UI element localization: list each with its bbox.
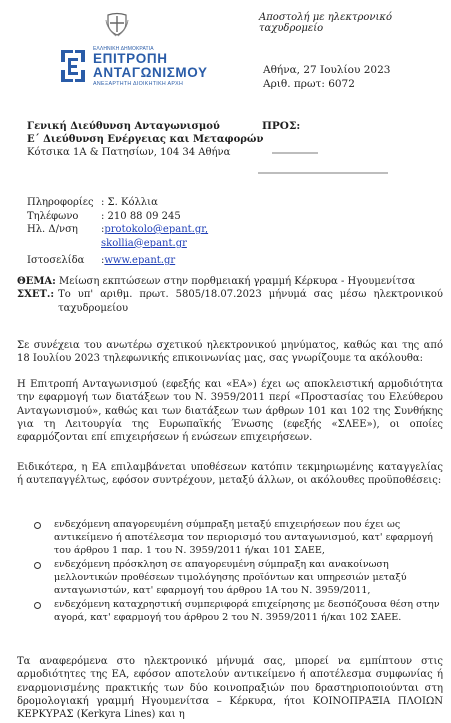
logo-subtitle: ΑΝΕΞΑΡΤΗΤΗ ΔΙΟΙΚΗΤΙΚΗ ΑΡΧΗ: [93, 81, 184, 87]
website-prefix: :: [101, 255, 105, 266]
recipient-label: ΠΡΟΣ:: [262, 120, 301, 132]
list-item: [34, 598, 444, 624]
greek-republic-emblem-icon: [104, 11, 130, 37]
website-link[interactable]: www.epant.gr: [104, 255, 176, 266]
bullet-circle-icon: [34, 602, 41, 609]
bullet-circle-icon: [34, 522, 41, 529]
date-line: Αθήνα, 27 Ιουλίου 2023: [263, 64, 391, 76]
subject-block: [17, 275, 443, 315]
email-link-skollia[interactable]: skollia@epant.gr: [101, 237, 187, 249]
sender-block: [27, 120, 263, 159]
logo-title-line2: ΑΝΤΑΓΩΝΙΣΜΟΥ: [93, 65, 208, 80]
reference-label: ΣΧΕΤ.:: [17, 289, 55, 301]
paragraph-assessment: Τα αναφερόμενα στο ηλεκτρονικό μήνυμά σας, μπορεί να εμπίπτουν στις αρμοδιότητες της ΕΑ, εφόσον αποτελούν αντικείμενο ή αποτέλεσμα συμφωνίας ή εναρμονισμένης πρακτικής των δύο κοινοπραξιών που δραστηριοποιούνται στη δρομολογιακή γραμμή Ηγουμενίτσα – Κέρκυρα, ήτοι ΚΟΙΝΟΠΡΑΞΙΑ ΠΛΟΙΩΝ ΚΕΡΚΥΡΑΣ (Kerkyra Lines) και η: [17, 656, 443, 721]
redacted-recipient-line: [272, 152, 318, 154]
logo-title-line1: ΕΠΙΤΡΟΠΗ: [93, 51, 168, 66]
email-prefix: :: [101, 224, 105, 235]
sender-division: Ε΄ Διεύθυνση Ενέργειας και Μεταφορών: [27, 134, 264, 145]
paragraph-competence: Η Επιτροπή Ανταγωνισμού (εφεξής και «ΕΑ») έχει ως αποκλειστική αρμοδιότητα την εφαρμογή των διατάξεων του Ν. 3959/2011 περί «Προστασίας του Ελεύθερου Ανταγωνισμού», καθώς και των διατάξεων των άρθρων 101 και 102 της Συνθήκης για τη Λειτουργία της Ευρωπαϊκής Ένωσης (εφεξής «ΣΛΕΕ»), οι οποίες εφαρμόζονται επί επιχειρήσεων ή ενώσεων επιχειρήσεων.: [17, 379, 443, 444]
sender-address: Κότσικα 1Α & Πατησίων, 104 34 Αθήνα: [27, 147, 231, 158]
contact-block: [27, 196, 208, 268]
info-label: Πληροφορίες: [27, 197, 94, 208]
list-item: [34, 518, 444, 557]
commission-logo: [57, 46, 237, 98]
delivery-note: Αποστολή με ηλεκτρονικό ταχυδρομείο: [259, 12, 393, 34]
list-item-text: ενδεχόμενη απαγορευμένη σύμπραξη μεταξύ επιχειρήσεων που έχει ως αντικείμενο ή αποτέλεσμα τον περιορισμό του ανταγωνισμού, κατ' εφαρμογή του άρθρου 1 παρ. 1 του Ν. 3959/2011 ή/και 101 ΣΑΕΕ,: [54, 519, 433, 556]
reference-text: Το υπ' αριθμ. πρωτ. 5805/18.07.2023 μήνυμά σας μέσω ηλεκτρονικού ταχυδρομείου: [58, 289, 443, 314]
redacted-recipient-line: [258, 172, 388, 174]
email-link-protokolo[interactable]: protokolo@epant.gr,: [104, 224, 209, 235]
commission-logo-mark-icon: [57, 48, 89, 84]
protocol-number: Αριθ. πρωτ: 6072: [263, 78, 355, 90]
subject-label: ΘΕΜΑ:: [17, 276, 56, 287]
bullet-circle-icon: [34, 562, 41, 569]
phone-value: : 210 88 09 245: [101, 210, 181, 222]
website-label: Ιστοσελίδα: [27, 255, 85, 266]
info-value: : Σ. Κόλλια: [101, 197, 158, 208]
list-item-text: ενδεχόμενη πρόσκληση σε απαγορευμένη σύμπραξη και ανακοίνωση μελλοντικών προθέσεων τιμολόγησης προϊόντων και υπηρεσιών μεταξύ ανταγωνιστών, κατ' εφαρμογή του άρθρου 1Α του Ν. 3959/2011,: [54, 559, 407, 596]
list-item-text: ενδεχόμενη καταχρηστική συμπεριφορά επιχείρησης με δεσπόζουσα θέση στην αγορά, κατ' εφαρμογή του άρθρου 2 του Ν. 3959/2011 ή/και 102 ΣΑΕΕ.: [54, 599, 440, 623]
logo-caption: ΕΛΛΗΝΙΚΗ ΔΗΜΟΚΡΑΤΙΑ: [93, 46, 154, 52]
phone-label: Τηλέφωνο: [27, 210, 79, 222]
paragraph-intro: Σε συνέχεια του ανωτέρω σχετικού ηλεκτρονικού μηνύματος, καθώς και της από 18 Ιουλίου 2023 τηλεφωνικής επικοινωνίας μας, σας γνωρίζουμε τα ακόλουθα:: [17, 340, 443, 365]
date-block: [263, 63, 390, 91]
list-item: [34, 558, 444, 597]
conditions-list: [34, 518, 444, 625]
sender-directorate: Γενική Διεύθυνση Ανταγωνισμού: [27, 121, 220, 132]
subject-text: Μείωση εκπτώσεων στην πορθμειακή γραμμή Κέρκυρα - Ηγουμενίτσα: [59, 276, 416, 287]
paragraph-conditions: Ειδικότερα, η ΕΑ επιλαμβάνεται υποθέσεων κατόπιν τεκμηριωμένης καταγγελίας ή αυτεπαγγέλτως, εφόσον συντρέχουν, μεταξύ άλλων, οι ακόλουθες προϋποθέσεις:: [17, 462, 443, 487]
email-label: Ηλ. Δ/νση: [27, 224, 78, 235]
